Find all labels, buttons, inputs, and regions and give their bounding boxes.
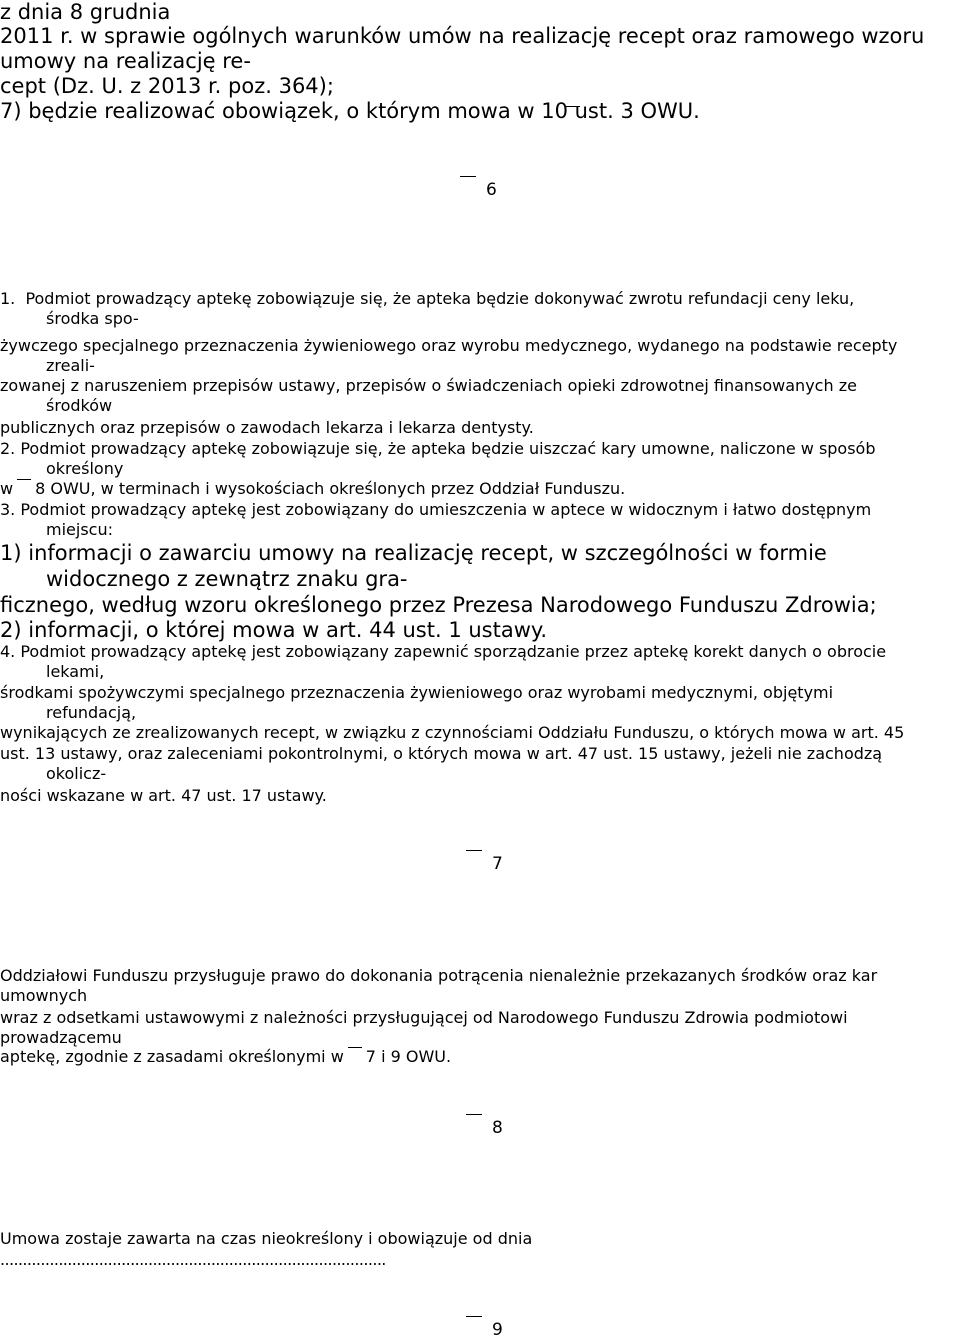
text-line: w 8 OWU, w terminach i wysokościach określonych przez Oddział Funduszu. [0,479,626,498]
text-line [0,289,958,308]
text-line: środków [46,396,113,415]
section-number: 9 [492,1320,503,1340]
text-line: miejscu: [46,520,113,539]
text-line: 3. Podmiot prowadzący aptekę jest zobowiązany do umieszczenia w aptece w widocznym i łatwo dostępnym [0,500,872,519]
text-line: umowy na realizację re- [0,49,251,73]
text-line: 4. Podmiot prowadzący aptekę jest zobowiązany zapewnić sporządzanie przez aptekę korekt danych o obrocie [0,642,887,661]
text-line: umownych [0,986,88,1005]
list-item: ficznego, według wzoru określonego przez Prezesa Narodowego Funduszu Zdrowia; [0,593,877,617]
section-number: 8 [492,1118,503,1138]
text-line: z dnia 8 grudnia [0,0,171,24]
section-heading-6 [460,176,497,200]
text-line: aptekę, zgodnie z zasadami określonymi w 7 i 9 OWU. [0,1047,452,1066]
text-line: środka spo- [46,309,139,328]
text-line: cept (Dz. U. z 2013 r. poz. 364); [0,74,334,98]
text-line: zowanej z naruszeniem przepisów ustawy, przepisów o świadczeniach opieki zdrowotnej finansowanych ze [0,376,857,395]
text-line: Umowa zostaje zawarta na czas nieokreślony i obowiązuje od dnia [0,1229,533,1248]
text-line: żywczego specjalnego przeznaczenia żywieniowego oraz wyrobu medycznego, wydanego na podstawie recepty [0,336,898,355]
text-line: określony [46,459,124,478]
list-item: 1) informacji o zawarciu umowy na realizację recept, w szczególności w formie [0,541,827,565]
section-symbol-icon [466,850,482,871]
section-symbol-icon [17,479,31,497]
text-line: 7) będzie realizować obowiązek, o którym mowa w 10 ust. 3 OWU. [0,99,700,123]
section-heading-9 [466,1316,503,1340]
text-line: publicznych oraz przepisów o zawodach lekarza i lekarza dentysty. [0,418,534,437]
text-line: wynikających ze zrealizowanych recept, w związku z czynnościami Oddziału Funduszu, o których mowa w art. 45 [0,723,905,742]
section-symbol-icon [466,1316,482,1337]
text-line: 2. Podmiot prowadzący aptekę zobowiązuje się, że apteka będzie uiszczać kary umowne, naliczone w sposób [0,439,876,458]
text-line: lekami, [46,662,105,681]
section-symbol-icon [460,176,476,197]
section-heading-8 [466,1114,503,1138]
dotted-fill-line: ...................................................................................... [0,1250,386,1269]
section-number: 7 [492,854,503,874]
section-symbol-icon [348,1047,362,1065]
list-item: 2) informacji, o której mowa w art. 44 ust. 1 ustawy. [0,618,548,642]
text-line: 2011 r. w sprawie ogólnych warunków umów na realizację recept oraz ramowego wzoru [0,24,925,48]
text-line: zreali- [46,356,95,375]
text-line: ust. 13 ustawy, oraz zaleceniami pokontrolnymi, o których mowa w art. 47 ust. 15 ustawy, jeżeli nie zachodzą [0,744,883,763]
section-symbol-icon [466,1114,482,1135]
list-item: widocznego z zewnątrz znaku gra- [46,567,408,591]
text-line: wraz z odsetkami ustawowymi z należności przysługującej od Narodowego Funduszu Zdrowia podmiotowi [0,1008,848,1027]
section-symbol-icon [566,106,580,124]
paragraph-1-line: 1. Podmiot prowadzący aptekę zobowiązuje się, że apteka będzie dokonywać zwrotu refundacji ceny leku, [0,289,855,308]
section-heading-7 [466,850,503,874]
text-line: Oddziałowi Funduszu przysługuje prawo do dokonania potrącenia nienależnie przekazanych środków oraz kar [0,966,878,985]
text-line: okolicz- [46,764,107,783]
section-number: 6 [486,180,497,200]
text-line: prowadzącemu [0,1028,122,1047]
text-line: ności wskazane w art. 47 ust. 17 ustawy. [0,786,327,805]
text-line: refundacją, [46,703,137,722]
text-line: środkami spożywczymi specjalnego przeznaczenia żywieniowego oraz wyrobami medycznymi, objętymi [0,683,834,702]
